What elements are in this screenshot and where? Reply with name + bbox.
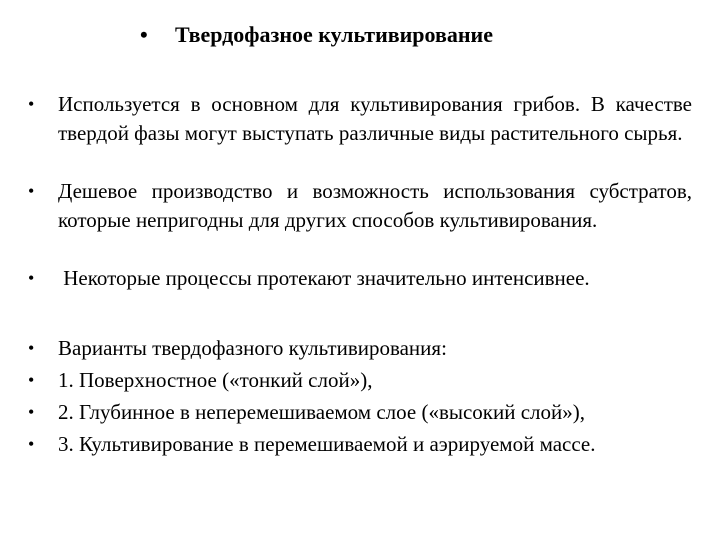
list-item-text: Используется в основном для культивирования грибов. В качестве твердой фазы могут выступать различные виды растительного сырья. [58,92,692,145]
list-item-text: 1. Поверхностное («тонкий слой»), [58,368,373,392]
list-item-text: 2. Глубинное в неперемешиваемом слое («высокий слой»), [58,400,585,424]
title-text: Твердофазное культивирование [175,22,493,47]
slide-title [0,20,720,54]
list-item-text: 3. Культивирование в перемешиваемой и аэрируемой массе. [58,432,596,456]
bullet-marker: • [28,268,35,288]
list-item-text: Варианты твердофазного культивирования: [58,336,447,360]
bullet-marker: • [28,338,35,358]
bullet-marker: • [28,181,35,201]
bullet-marker: • [28,402,35,422]
bullet-marker: • [28,370,35,390]
bullet-marker: • [28,434,35,454]
title-bullet: • [140,22,148,47]
bullet-marker: • [28,94,35,114]
list-item-text: Дешевое производство и возможность использования субстратов, которые непригодны для других способов культивирования. [58,179,692,232]
list-item-text: Некоторые процессы протекают значительно интенсивнее. [58,266,590,290]
